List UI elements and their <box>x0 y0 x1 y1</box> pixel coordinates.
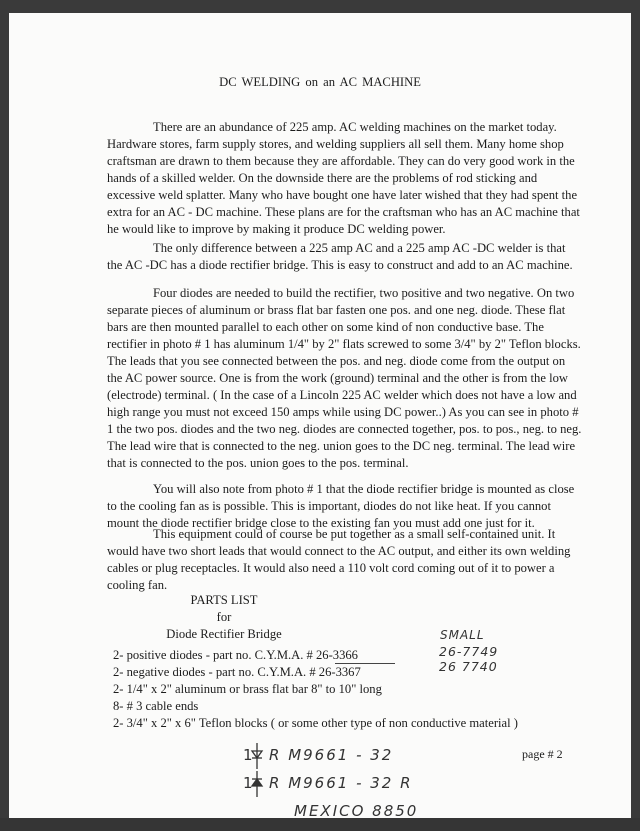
handwritten-alt-part-1: 26-7749 <box>439 644 499 659</box>
handwritten-ref-2: R M9661 - 32 R <box>269 774 413 792</box>
parts-list-item: 8- # 3 cable ends <box>113 699 199 713</box>
paragraph-intro: There are an abundance of 225 amp. AC welding machines on the market today. Hardware stores, farm supply stores, and welding suppliers all sell them. Many home shop craftsman are drawn to them because they are affordable. They can do very good work in the hands of a skilled welder. On the downside there are the problems of rod sticking and excessive weld splatter. Many who have bought one have later wished that they had spent the extra for an AC - DC machine. These plans are for the craftsman who has an AC machine that he would like to improve by making it produce DC welding power. <box>107 120 580 236</box>
page-number: page # 2 <box>522 747 563 761</box>
scan-border-bottom <box>0 818 640 831</box>
paragraph-self-contained-unit: This equipment could of course be put together as a small self-contained unit. It would have two short leads that would connect to the AC output, and either its own welding cables or plug receptacles. It would also need a 110 volt cord coming out of it to power a cooling fan. <box>107 527 571 592</box>
parts-list-item: 2- negative diodes - part no. C.Y.M.A. # 26-3367 <box>113 665 361 679</box>
paragraph-cooling: You will also note from photo # 1 that the diode rectifier bridge is mounted as close to the cooling fan as is possible. This is important, diodes do not like heat. If you cannot mount the diode rectifier bridge close to the existing fan you must add one just for it. <box>107 482 575 530</box>
parts-list-subtitle: Diode Rectifier Bridge <box>166 627 282 641</box>
handwritten-ref-3: MEXICO 8850 <box>294 802 419 818</box>
parts-list-item: 2- positive diodes - part no. C.Y.M.A. # 26-3366 <box>113 648 358 662</box>
document-title: DC WELDING on an AC MACHINE <box>219 75 421 89</box>
handwritten-note-small: SMALL <box>440 628 485 642</box>
parts-list-title: PARTS LIST <box>190 593 258 607</box>
handwritten-underline <box>335 663 395 664</box>
diode-symbol-reverse-icon <box>249 771 265 797</box>
handwritten-qty-1: 1 <box>243 746 253 764</box>
document-body <box>9 13 631 818</box>
parts-list-item: 2- 3/4" x 2" x 6" Teflon blocks ( or some other type of non conductive material ) <box>113 716 518 730</box>
parts-list-for: for <box>216 610 232 624</box>
parts-list-item: 2- 1/4" x 2" aluminum or brass flat bar 8" to 10" long <box>113 682 382 696</box>
parts-list-heading <box>9 592 439 643</box>
document-page <box>9 13 631 818</box>
handwritten-ref-1: R M9661 - 32 <box>269 746 394 764</box>
paragraph-build-instructions: Four diodes are needed to build the rectifier, two positive and two negative. On two separate pieces of aluminum or brass flat bar fasten one pos. and one neg. diode. These flat bars are then mounted parallel to each other on some kind of non conductive base. The rectifier in photo # 1 has aluminum 1/4" by 2" flats screwed to some 3/4" by 2" Teflon blocks. The leads that you see connected between the pos. and neg. diode come from the output on the AC power source. One is from the work (ground) terminal and the other is from the low (electrode) terminal. ( In the case of a Lincoln 225 AC welder which does not have a low and high range you must not exceed 150 amps while using DC power..) As you can see in photo # 1 the two pos. diodes and the two neg. diodes are connected together, pos. to pos., neg. to neg. The lead wire that is connected to the neg. union goes to the DC neg. terminal. The lead wire that is connected to the pos. union goes to the pos. terminal. <box>107 286 582 470</box>
handwritten-qty-2: 1 <box>243 774 253 792</box>
handwritten-alt-part-2: 26 7740 <box>439 659 498 674</box>
diode-symbol-icon <box>249 743 265 769</box>
paragraph-difference: The only difference between a 225 amp AC and a 225 amp AC -DC welder is that the AC -DC has a diode rectifier bridge. This is easy to construct and add to an AC machine. <box>107 241 573 272</box>
parts-list <box>113 647 573 732</box>
